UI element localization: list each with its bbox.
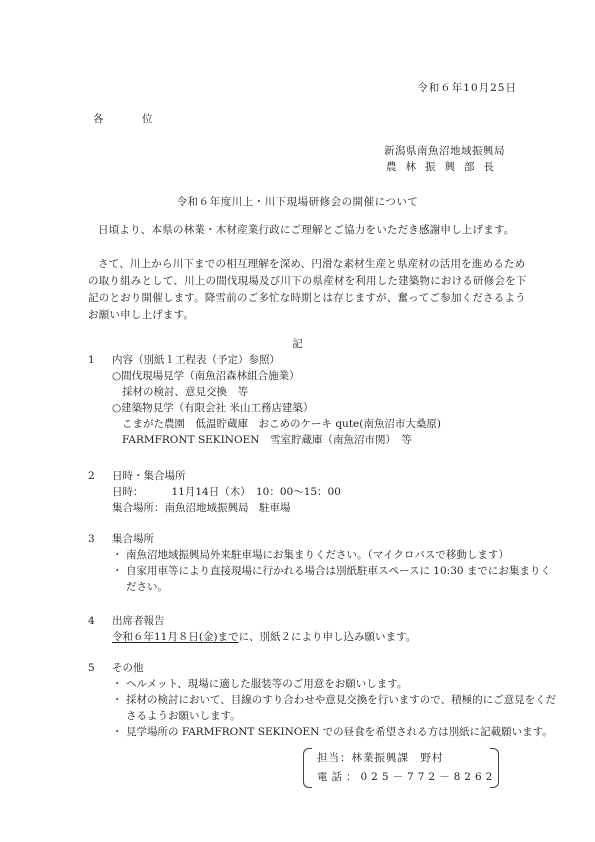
greeting-paragraph: 日頃より、本県の林業・木材産業行政にご理解とご協力をいただき感謝申し上げます。 (98, 224, 515, 236)
document-date: 令和６年10月25日 (417, 82, 517, 94)
list-item: ・ 南魚沼地域振興局外来駐車場にお集まりください。（マイクロバスで移動します） (112, 549, 509, 561)
purpose-paragraph: さて、川上から川下までの相互理解を深め、円滑な素材生産と県産材の活用を進めるための取り組みとして、川上の間伐現場及び川下の県産材を利用した建築物における研修会を下記のとおり開催します。降雪前のご多忙な時期とは存じますが、奮ってご参加くださるようお願い申し上げます。 (88, 258, 527, 321)
section-number: 1 (88, 354, 95, 366)
list-item: FARMFRONT SEKINOEN 雪室貯蔵庫（南魚沼市関） 等 (122, 434, 412, 446)
list-item: ・ ヘルメット、現場に適した服装等のご用意をお願いします。 (112, 678, 408, 690)
section-gathering (88, 531, 558, 595)
list-item: ・ 見学場所の FARMFRONT SEKINOEN での昼食を希望される方は別紙に記載願います。 (112, 726, 553, 738)
section-other (88, 660, 558, 740)
section-heading: 内容（別紙１工程表（予定）参照） (112, 354, 280, 366)
list-item: こまがた農園 低温貯蔵庫 おこめのケーキ qute(南魚沼市大桑原) (122, 418, 441, 430)
section-heading: 日時・集合場所 (112, 470, 186, 482)
section-datetime (88, 468, 558, 516)
sender-department: 農林振興部長 (386, 161, 503, 173)
date-label: 日時： (112, 486, 144, 498)
section-heading: 出席者報告 (112, 615, 165, 627)
document-title: 令和６年度川上・川下現場研修会の開催について (176, 196, 419, 208)
meeting-place: 集合場所：南魚沼地域振興局 駐車場 (112, 502, 291, 514)
list-item: ○建築物見学（有限会社 米山工務店建築） (112, 402, 314, 414)
section-attendance: 4 出席者報告 令和６年11月８日(金)までに、別紙２により申し込み願います。 (88, 615, 417, 643)
section-number: 5 (88, 662, 95, 674)
date-value: 11月14日（木） 10：00～15：00 (171, 486, 341, 498)
section-number: 2 (88, 470, 95, 482)
addressee: 各 位 (93, 113, 167, 125)
list-item: ・ 自家用車等により直接現場に行かれる場合は別紙駐車スペースに 10:30 までにお集まりください。 (112, 565, 551, 593)
sender-organization: 新潟県南魚沼地域振興局 (384, 145, 505, 157)
contact-box (303, 748, 499, 788)
list-item: ・ 採材の検討において、目線のすり合わせや意見交換を行いますので、積極的にご意見をくださるようお願いします。 (112, 694, 557, 722)
section-number: 3 (88, 533, 95, 545)
contact-phone: 電話：025－772－8262 (317, 771, 497, 783)
section-heading: その他 (112, 662, 144, 674)
list-item: ○間伐現場見学（南魚沼森林組合施業） (112, 370, 300, 382)
section-heading: 集合場所 (112, 533, 154, 545)
contact-person: 担当：林業振興課 野村 (317, 752, 444, 764)
ki-heading: 記 (292, 338, 303, 350)
bracket-left (303, 748, 312, 788)
list-item: 採材の検討、意見交換 等 (122, 386, 248, 398)
section-content (88, 352, 558, 448)
section-number: 4 (88, 615, 95, 627)
deadline: 令和６年11月８日(金)まで (112, 631, 239, 643)
